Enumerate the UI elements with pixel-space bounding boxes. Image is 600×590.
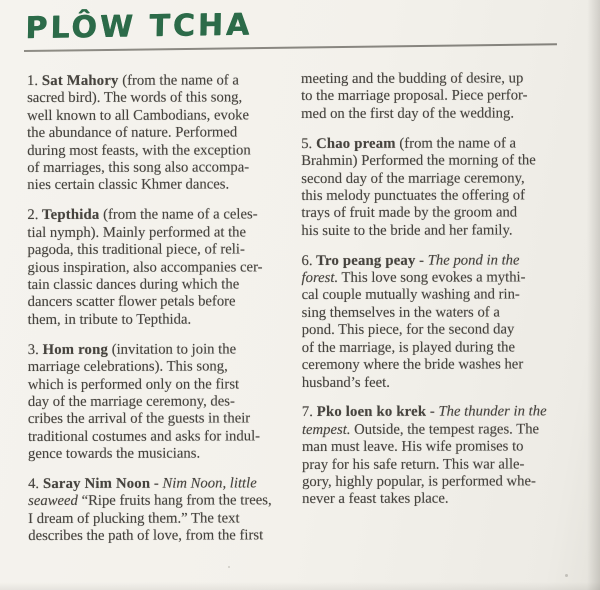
right-column [301, 70, 578, 521]
page-title: PLÔW TCHA [25, 7, 253, 47]
track-description: meeting and the budding of desire, up to the marriage proposal. Piece perfor- med on the first day of the wedding. [301, 70, 528, 122]
track-entry-6 [301, 252, 577, 392]
track-name: Tro peang peay [312, 252, 416, 269]
track-name: Chao pream [312, 135, 396, 152]
track-description: (invitation to join the marriage celebrations). This song, which is performed only on the first day of the marriage ceremony, des- cribes the arrival of the guests in their traditional costumes and asks for indul- gence towards the musicians. [27, 341, 261, 463]
track-description: Outside, the tempest rages. The man must leave. His wife promises to pray for his safe return. This war alle- gory, highly popular, is performed whe- never a feast takes place. [301, 421, 540, 508]
track-entry-3 [28, 341, 304, 464]
scan-speck [228, 566, 230, 568]
track-number: 7. [301, 404, 313, 421]
track-number: 2. [27, 207, 39, 224]
scan-edge-shadow [587, 0, 600, 590]
track-description: (from the name of a sacred bird). The words of this song, well known to all Cambodians, evoke the abundance of nature. Performed during most feasts, with the exception of marriages, this song also accompa- nies certain classic Khmer dances. [27, 72, 251, 194]
left-column [27, 72, 304, 558]
scan-speck [565, 574, 568, 577]
track-entry-5 [301, 135, 577, 240]
track-name: Pko loen ko krek [312, 404, 427, 421]
track-dash: - [426, 404, 439, 421]
track-number: 4. [28, 476, 40, 493]
track-name: Sat Mahory [38, 72, 119, 89]
track-number: 1. [27, 72, 39, 89]
track-entry-1 [27, 72, 303, 195]
track-subtitle-italic: The thunder in the tempest. [301, 403, 547, 438]
track-subtitle-italic: Nim Noon, little seaweed [28, 475, 257, 510]
track-number: 6. [301, 252, 313, 269]
track-description: (from the name of a Brahmin) Performed the morning of the second day of the marriage ceremony, this melody punctuates the offering of trays of fruit made by the groom and his suite to the bride and her family. [301, 135, 536, 239]
track-subtitle-italic: The pond in the forest. [301, 252, 520, 287]
scan-edge-shadow [0, 582, 600, 590]
track-number: 3. [27, 341, 39, 358]
track-description: (from the name of a celes- tial nymph). Mainly performed at the pagoda, this traditional piece, of reli- gious inspiration, also accompanies cer- tain classic dances during which the dancers scatter flower petals before them, in tribute to Tepthida. [27, 206, 263, 328]
track-description: This love song evokes a mythi- cal couple mutually washing and rin- sing themselves in the waters of a pond. This piece, for the second day of the marriage, is played during the ceremony where the bride washes her husband’s feet. [301, 269, 526, 391]
track-name: Saray Nim Noon [39, 475, 151, 493]
track-entry-7 [302, 404, 578, 509]
track-dash: - [415, 252, 428, 269]
track-4-continuation [301, 70, 577, 123]
track-entry-4 [28, 475, 304, 545]
track-entry-2 [27, 207, 303, 330]
track-number: 5. [301, 135, 313, 152]
track-name: Tepthida [38, 207, 100, 224]
track-dash: - [150, 475, 163, 492]
track-description: “Ripe fruits hang from the trees, I dream of plucking them.” The text describes the path of love, from the first [28, 492, 272, 545]
track-name: Hom rong [38, 341, 109, 358]
